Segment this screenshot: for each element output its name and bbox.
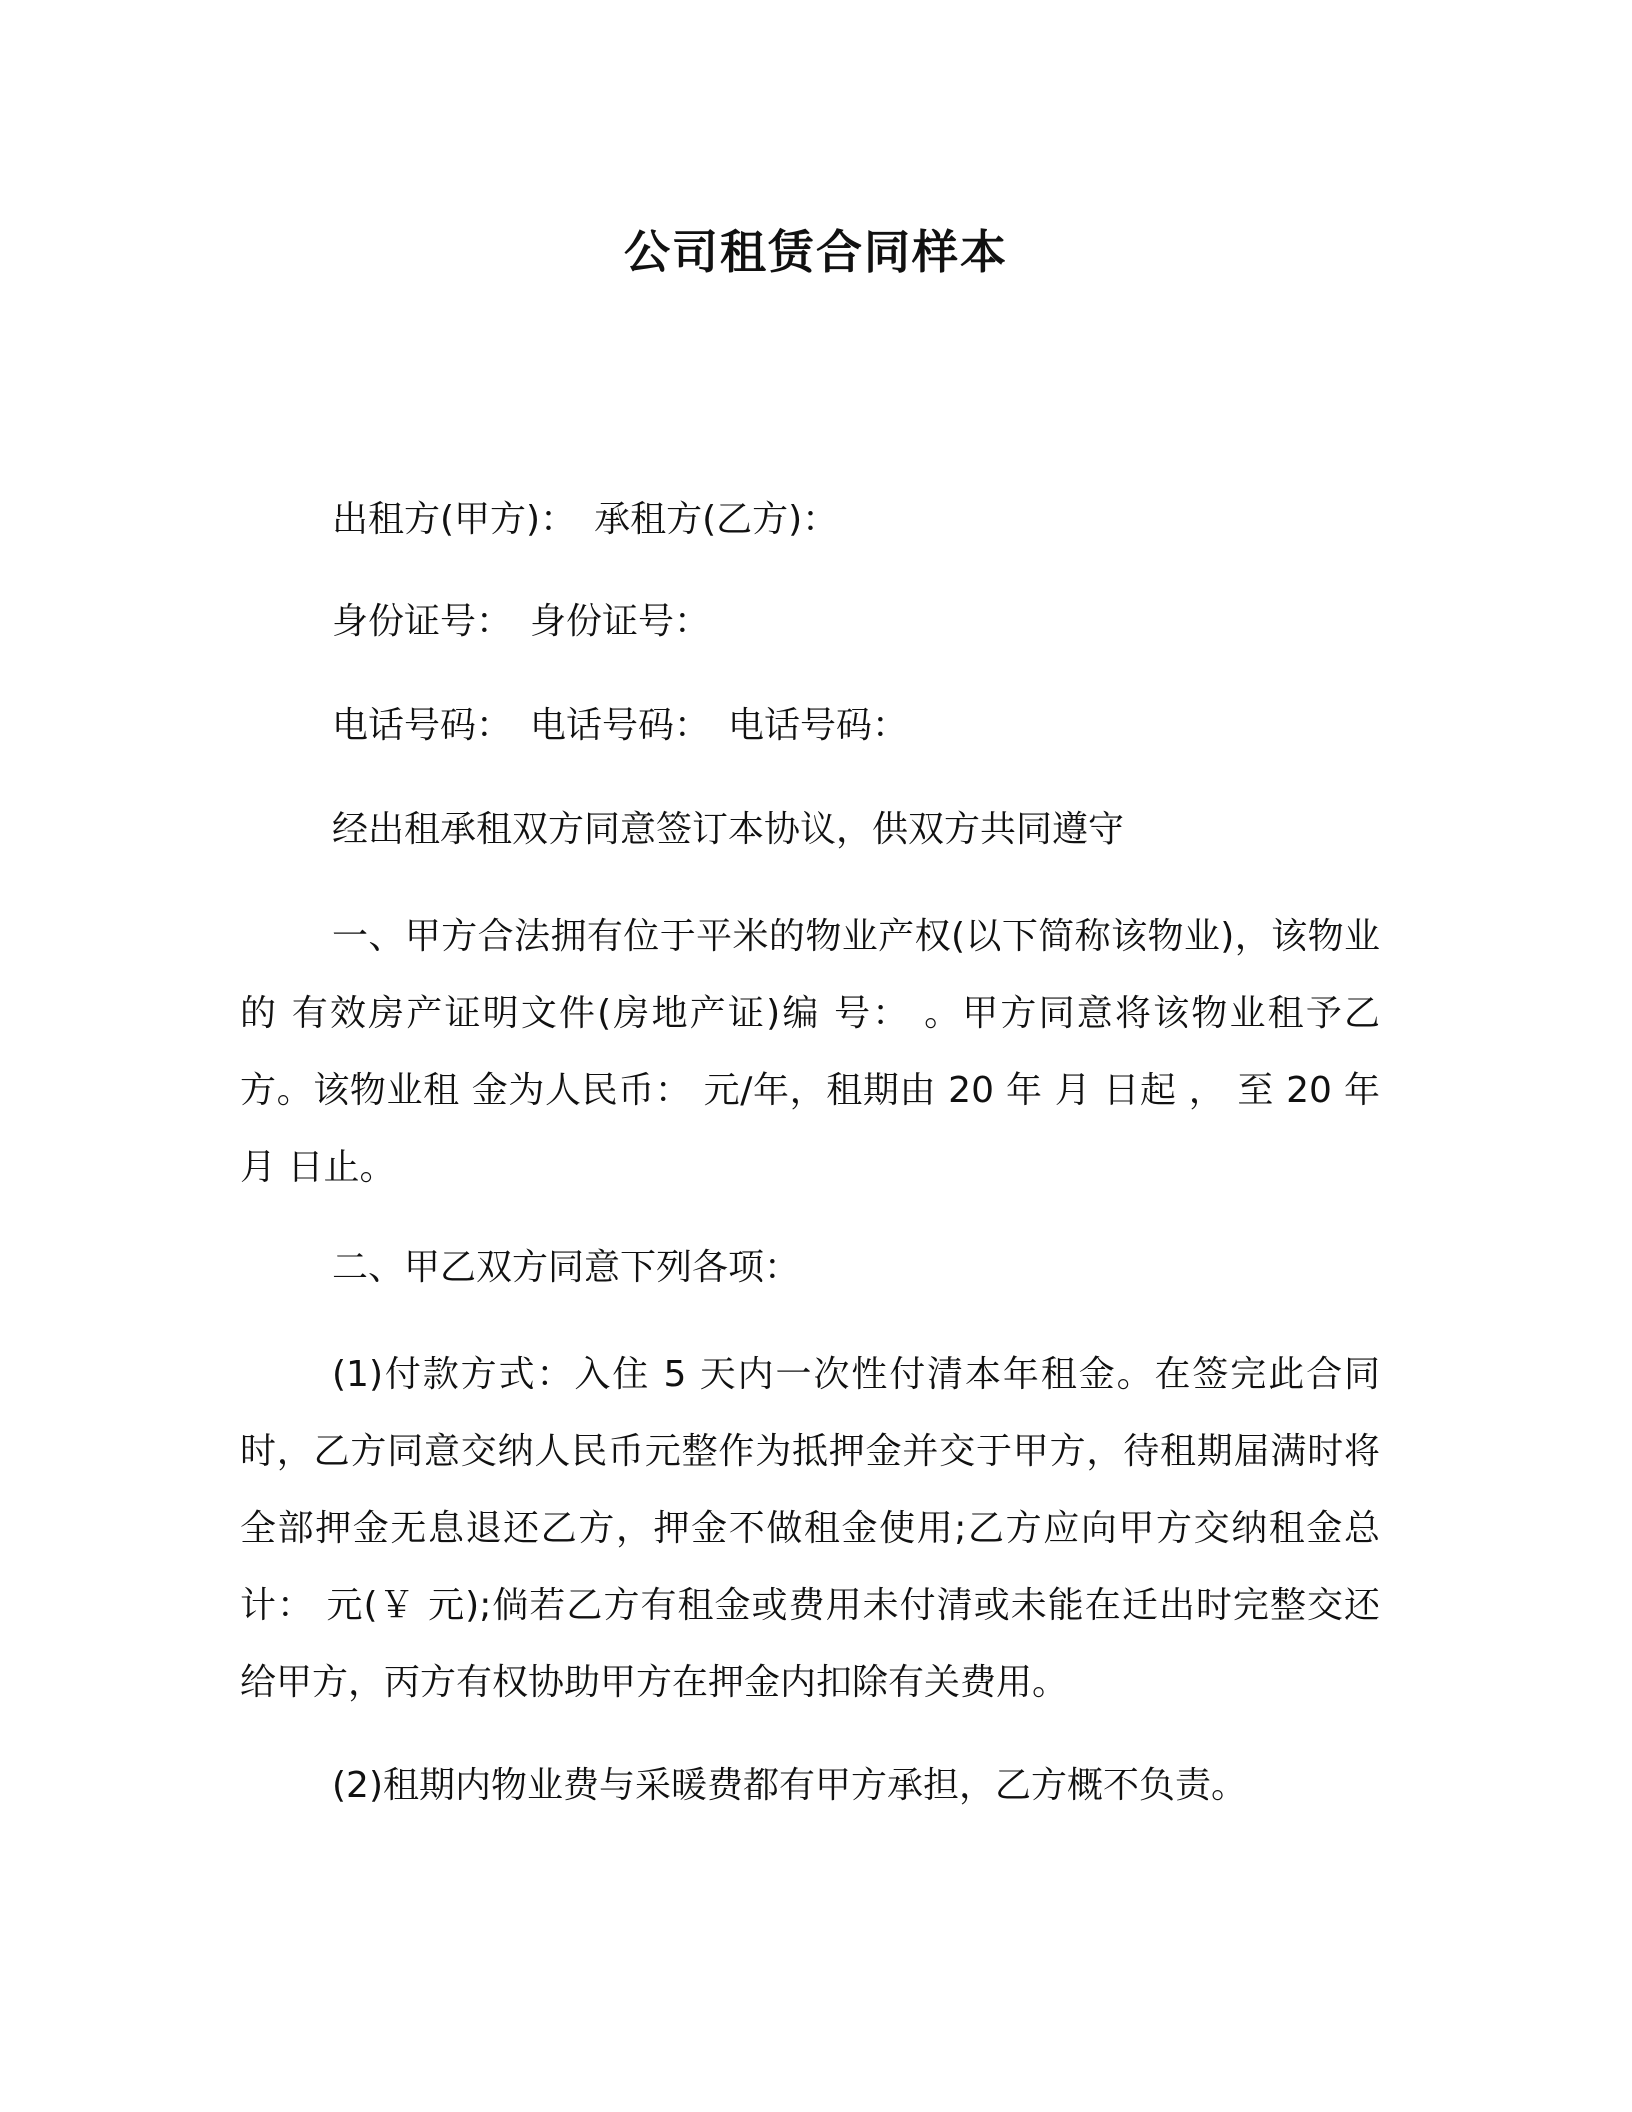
item-1-paragraph: (1)付款方式：入住 5 天内一次性付清本年租金。在签完此合同时，乙方同意交纳人民币元整作为抵押金并交于甲方，待租期届满时将全部押金无息退还乙方，押金不做租金使用;乙方应向甲方交纳租金总计： 元(￥ 元);倘若乙方有租金或费用未付清或未能在迁出时完整交还给甲方，丙方有权协助甲方在押金内扣除有关费用。 (240, 1354, 1380, 1703)
party-line (332, 496, 838, 544)
phone-label-3: 电话号码： (728, 705, 909, 746)
clause-1-paragraph: 一、甲方合法拥有位于平米的物业产权(以下简称该物业)，该物业的 有效房产证明文件(房地产证)编 号： 。甲方同意将该物业租予乙方。该物业租 金为人民币： 元/年，租期由 20 年 月 日起 ， 至 20 年 月 日止。 (240, 916, 1380, 1188)
document-title: 公司租赁合同样本 (624, 225, 1008, 279)
item-2-paragraph: (2)租期内物业费与采暖费都有甲方承担，乙方概不负责。 (332, 1765, 1247, 1806)
id-label-2: 身份证号： (530, 601, 711, 642)
id-label-1: 身份证号： (332, 601, 513, 642)
phone-label-2: 电话号码： (530, 705, 711, 746)
intro-paragraph: 经出租承租双方同意签订本协议，供双方共同遵守 (332, 809, 1125, 850)
lessor-label: 出租方(甲方)： (332, 499, 577, 540)
phone-label-1: 电话号码： (332, 705, 513, 746)
clause-2-heading: 二、甲乙双方同意下列各项： (332, 1247, 801, 1288)
id-line (332, 598, 710, 646)
phone-line (332, 702, 908, 750)
lessee-label: 承租方(乙方)： (594, 499, 839, 540)
